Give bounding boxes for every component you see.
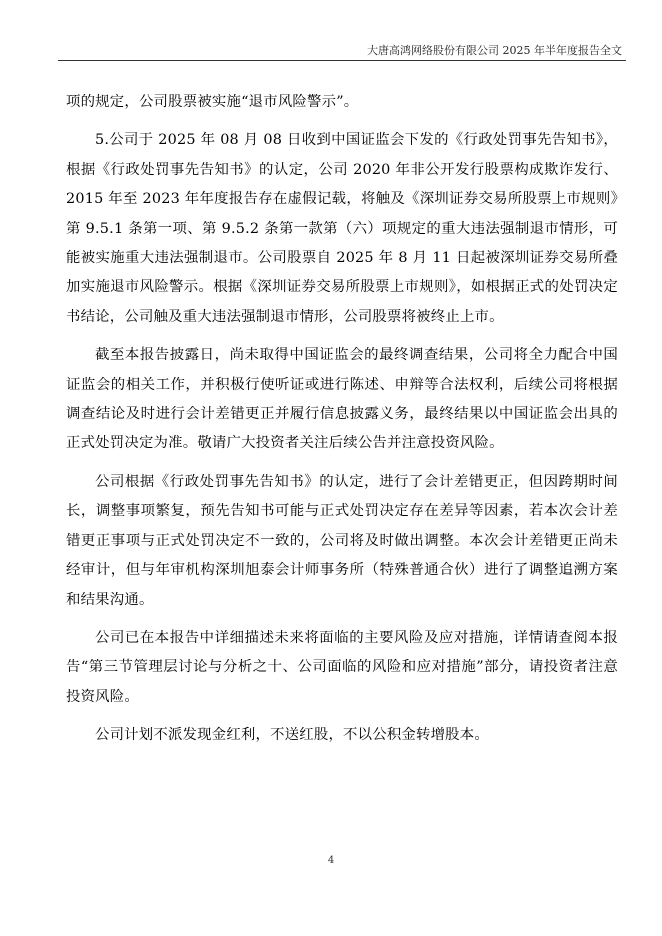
- document-header: 大唐高鸿网络股份有限公司 2025 年半年度报告全文: [367, 44, 622, 57]
- page-number: 4: [327, 855, 335, 866]
- header-divider: [58, 60, 626, 61]
- paragraph-risk-reference: 公司已在本报告中详细描述未来将面临的主要风险及应对措施，详情请查阅本报告“第三节管理层讨论与分析之十、公司面临的风险和应对措施”部分，请投资者注意投资风险。: [66, 629, 618, 705]
- paragraph-investigation-status: 截至本报告披露日，尚未取得中国证监会的最终调查结果，公司将全力配合中国证监会的相关工作，并积极行使听证或进行陈述、申辩等合法权利，后续公司将根据调查结论及时进行会计差错更正并履行信息披露义务，最终结果以中国证监会出具的正式处罚决定为准。敬请广大投资者关注后续公告并注意投资风险。: [66, 347, 618, 452]
- paragraph-accounting-correction: 公司根据《行政处罚事先告知书》的认定，进行了会计差错更正，但因跨期时间长，调整事项繁复，预先告知书可能与正式处罚决定存在差异等因素，若本次会计差错更正事项与正式处罚决定不一致的，公司将及时做出调整。本次会计差错更正尚未经审计，但与年审机构深圳旭泰会计师事务所（特殊普通合伙）进行了调整追溯方案和结果沟通。: [66, 473, 618, 608]
- paragraph-continuation: 项的规定，公司股票被实施“退市风险警示”。: [66, 94, 359, 110]
- paragraph-dividend-plan: 公司计划不派发现金红利，不送红股，不以公积金转增股本。: [95, 727, 489, 744]
- document-body: [66, 88, 618, 760]
- paragraph-penalty-notice: 5.公司于 2025 年 08 月 08 日收到中国证监会下发的《行政处罚事先告知书》，根据《行政处罚事先告知书》的认定，公司 2020 年非公开发行股票构成欺诈发行、2015 年至 2023 年年度报告存在虚假记载，将触及《深圳证券交易所股票上市规则》第 9.5.1 条第一项、第 9.5.2 条第一款第（六）项规定的重大违法强制退市情形，可能被实施重大违法强制退市。公司股票自 2025 年 8 月 11 日起被深圳证券交易所叠加实施退市风险警示。根据《深圳证券交易所股票上市规则》，如根据正式的处罚决定书结论，公司触及重大违法强制退市情形，公司股票将被终止上市。: [66, 132, 618, 325]
